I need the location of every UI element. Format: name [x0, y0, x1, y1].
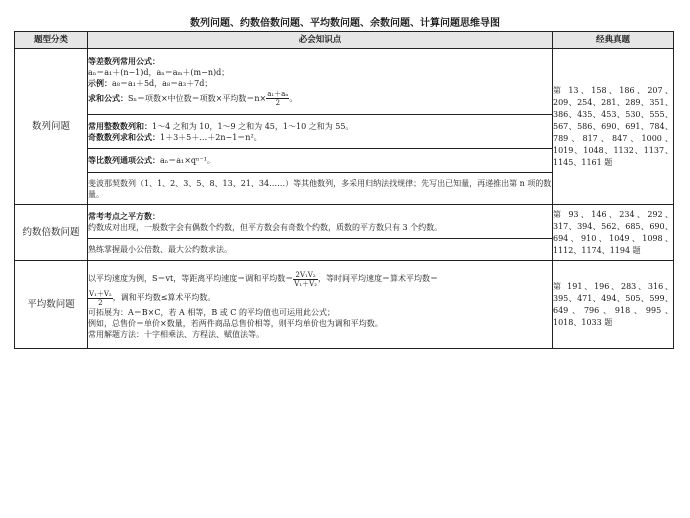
category-average: 平均数问题	[15, 261, 88, 349]
category-divisor: 约数倍数问题	[15, 205, 88, 261]
arithmetic-formula: aₙ＝a₁＋(n−1)d，aₙ＝aₘ＋(m−n)d；	[88, 67, 230, 77]
sum-fraction: $\frac{\text{a₁＋aₙ}}{2}$	[267, 90, 289, 107]
category-sequence: 数列问题	[15, 49, 88, 205]
mind-map-table	[14, 31, 674, 349]
document-title: 数列问题、约数倍数问题、平均数问题、余数问题、计算问题思维导图	[190, 18, 500, 29]
geometric-line: 等比数列通项公式：aₙ＝a₁×qⁿ⁻¹。	[88, 155, 215, 165]
geometric-sequence-block	[88, 149, 553, 173]
square-text: 约数成对出现，一般数字会有偶数个约数，但平方数会有奇数个约数，质数的平方数只有 3 个约数。	[88, 222, 443, 232]
header-category: 题型分类	[15, 32, 88, 49]
sequence-questions: 第 13、158、186、207、209、254、281、289、351、386、435、453、530、555、567、586、690、691、784、789、817、847、1000、1019、1048、1132、1137、1145、1161 题	[553, 49, 674, 205]
lcm-gcd-text: 熟练掌握最小公倍数、最大公约数求法。	[88, 245, 232, 254]
arithmetic-sequence-block	[88, 49, 553, 115]
odd-sum-line: 奇数数列求和公式：1＋3＋5＋…＋2n−1＝n²。	[88, 131, 262, 142]
fibonacci-block	[88, 173, 553, 205]
divisor-row-1	[15, 205, 674, 239]
example-line: 例如，总售价＝单价×数量，若两件商品总售价相等，则平均单价也为调和平均数。	[88, 319, 383, 328]
divisor-questions: 第 93、146、234、292、317、394、562、685、690、694、910、1049、1098、1112、1174、1194 题	[553, 205, 674, 261]
average-questions: 第 191、196、283、316、395、471、494、505、599、649、796、918、995、1018、1033 题	[553, 261, 674, 349]
arithmetic-mean-line: $\frac{\text{V₁＋V₂}}{2}$ ，调和平均数≤算术平均数。	[89, 289, 216, 307]
sum-formula: 求和公式：Sₙ＝项数×中位数＝项数×平均数＝n× $\frac{\text{a₁＋aₙ}}{2}$ 。	[88, 90, 298, 107]
average-row	[15, 261, 674, 349]
harmonic-fraction: $\frac{\text{2V₁V₂}}{\text{V₁＋V₂}}$	[294, 270, 317, 288]
method-line: 常用解题方法：十字相乘法、方程法、赋值法等。	[88, 330, 264, 339]
header-row	[15, 32, 674, 49]
average-block	[88, 261, 553, 349]
integer-sum-line: 常用整数数列和：1～4 之和为 10，1～9 之和为 45，1～10 之和为 55。	[88, 120, 354, 131]
lcm-gcd-block	[88, 239, 553, 261]
arithmetic-example: 示例：a₈＝a₁＋5d，a₈＝a₃＋7d；	[88, 77, 213, 88]
fibonacci-text: 斐波那契数列（1、1、2、3、5、8、13、21、34……）等其他数列，多采用归纳法找规律；先写出已知量，再递推出第 n 项的数量。	[88, 178, 552, 199]
square-heading: 常考考点之平方数：	[88, 210, 160, 221]
header-knowledge: 必会知识点	[88, 32, 553, 49]
average-speed-line: 以平均速度为例，S＝vt，等距离平均速度＝调和平均数＝ $\frac{\text{2V₁V₂}}{\text{V₁＋V₂}}$ ，等时间平均速度＝算术平均数＝	[88, 270, 438, 288]
arithmetic-heading: 等差数列常用公式：	[88, 55, 160, 66]
arithmetic-fraction: $\frac{\text{V₁＋V₂}}{2}$	[89, 289, 112, 307]
sequence-row-1	[15, 49, 674, 115]
extend-line: 可拓展为：A＝B×C，若 A 相等，B 或 C 的平均值也可运用此公式；	[88, 308, 335, 317]
integer-sum-block	[88, 115, 553, 149]
header-questions: 经典真题	[553, 32, 674, 49]
square-number-block	[88, 205, 553, 239]
